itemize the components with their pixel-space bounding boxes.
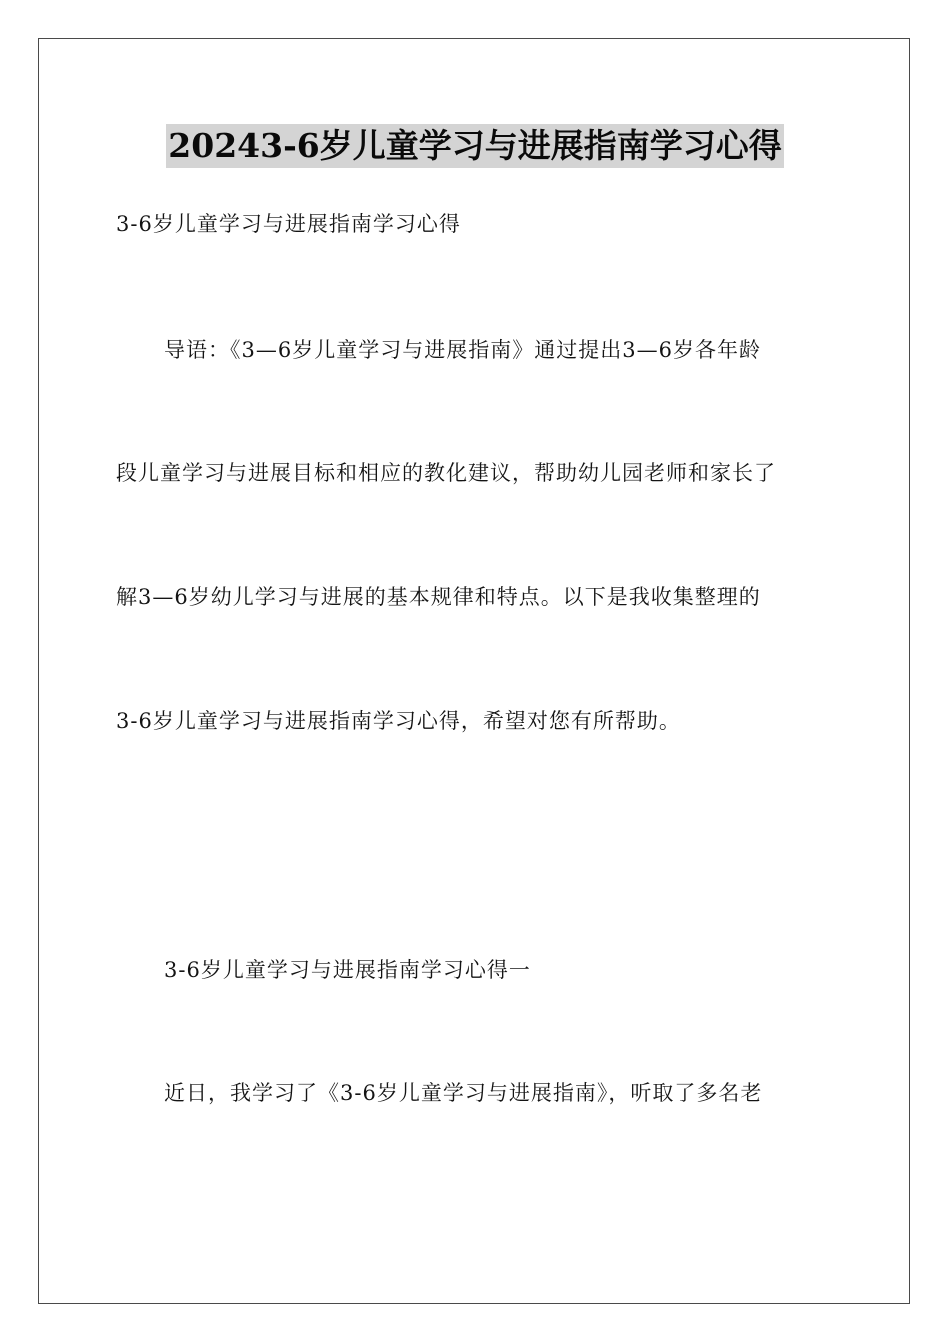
title-container [0, 124, 950, 168]
section-heading: 3-6岁儿童学习与进展指南学习心得一 [164, 958, 531, 982]
intro-line-1: 导语：《3—6岁儿童学习与进展指南》通过提出3—6岁各年龄 [164, 338, 761, 362]
body-line-1: 近日，我学习了《3-6岁儿童学习与进展指南》，听取了多名老 [164, 1081, 763, 1105]
intro-line-4: 3-6岁儿童学习与进展指南学习心得，希望对您有所帮助。 [116, 709, 681, 733]
document-subtitle: 3-6岁儿童学习与进展指南学习心得 [116, 212, 461, 236]
intro-line-3: 解3—6岁幼儿学习与进展的基本规律和特点。以下是我收集整理的 [116, 585, 761, 609]
document-title: 20243-6岁儿童学习与进展指南学习心得 [166, 124, 783, 168]
intro-line-2: 段儿童学习与进展目标和相应的教化建议，帮助幼儿园老师和家长了 [116, 461, 776, 485]
